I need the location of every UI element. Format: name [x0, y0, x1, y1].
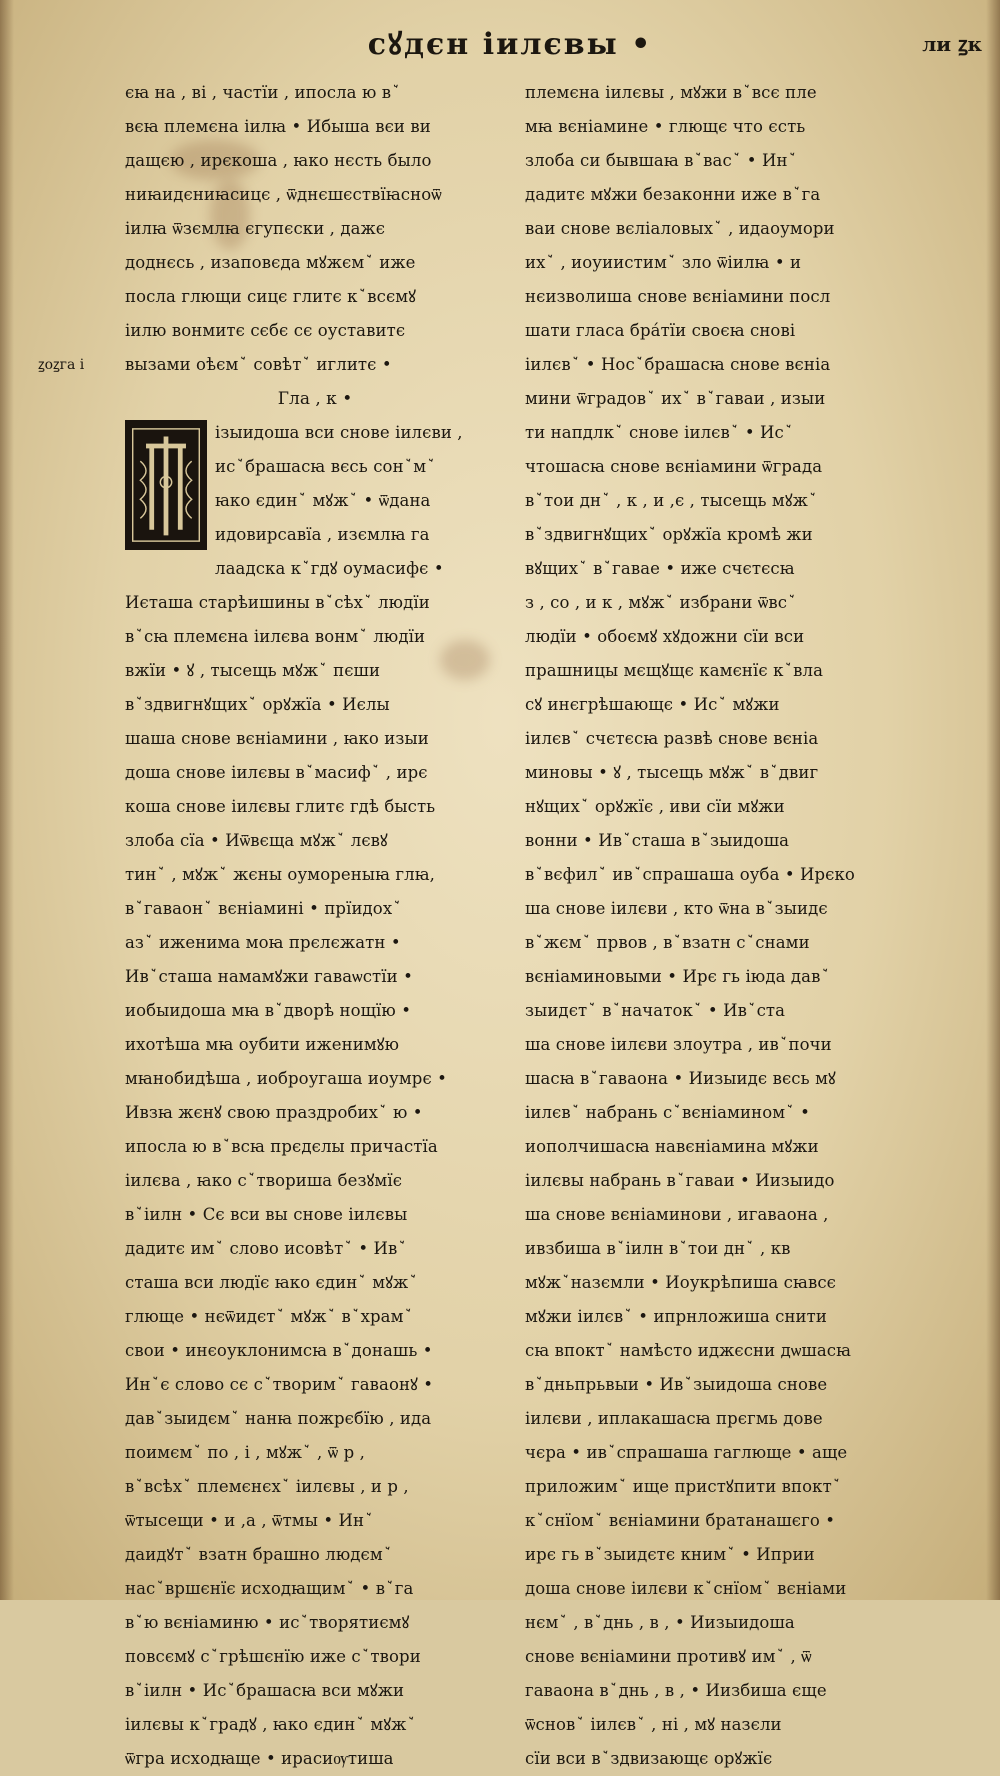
text-line: племєна іилєвы , мꙋжи вꙿвсє пле: [525, 83, 817, 102]
text-line: ша снове вєніаминови , игаваона ,: [525, 1205, 829, 1224]
text-line: іилєви , иплакашасꙗ прєгмь дове: [525, 1409, 823, 1428]
left-column: [125, 76, 505, 1776]
text-line: прашницы мєщꙋщє камєнїє кꙿвла: [525, 661, 824, 680]
text-line: лаадска кꙿгдꙋ оумасифє •: [215, 559, 444, 578]
text-line: сїи вси вꙿздвизающє орꙋжїє: [525, 1749, 773, 1768]
decorated-initial-letter: [125, 420, 207, 550]
text-line: вєꙗ племєна іилꙗ • Ибыша вєи ви: [125, 117, 431, 136]
text-line: повсємꙋ сꙿгрѣшєнїю иже сꙿтвори: [125, 1647, 421, 1666]
text-line: миновы • ꙋ , тысещь мꙋжꙿ вꙿдвиг: [525, 763, 819, 782]
text-line: сташа вси людїє ꙗко єдинꙿ мꙋжꙿ: [125, 1273, 418, 1292]
text-line: вꙿтои днꙿ , к , и ,є , тысещь мꙋжꙿ: [525, 491, 818, 510]
text-line: іилєвꙿ набрань сꙿвєніаминомꙿ •: [525, 1103, 810, 1122]
text-line: насꙿвршєнїє исходꙗщимꙿ • вꙿга: [125, 1579, 414, 1598]
text-line: чєра • ивꙿспрашаша гаглюще • аще: [525, 1443, 848, 1462]
text-line: злоба сїа • Иѿвєща мꙋжꙿ лєвꙋ: [125, 831, 388, 850]
text-line: чтошасꙗ снове вєніамини ѿграда: [525, 457, 823, 476]
text-line: азꙿ иженима моꙗ прєлєжатн •: [125, 933, 401, 952]
text-line: ша снове іилєви , кто ѿна вꙿзыидє: [525, 899, 828, 918]
text-line: єꙗ на , ві , частїи , ипосла ю вꙿ: [125, 83, 401, 102]
text-line: приложимꙿ ище пристꙋпити впоктꙿ: [525, 1477, 842, 1496]
text-line: Инꙿє слово сє сꙿтворимꙿ гаваонꙋ •: [125, 1375, 434, 1394]
text-line: нєизволиша снове вєніамини посл: [525, 287, 831, 306]
text-line: доша снове іилєвы вꙿмасифꙿ , ирє: [125, 763, 428, 782]
text-line: ихотѣша мꙗ оубити иженимꙋю: [125, 1035, 400, 1054]
text-line: доднєсь , изаповєда мꙋжємꙿ иже: [125, 253, 416, 272]
text-line: нꙋщихꙿ орꙋжїє , иви сїи мꙋжи: [525, 797, 785, 816]
text-line: вꙿсꙗ племєна іилєва вонмꙿ людїи: [125, 627, 426, 646]
ornament-initial-icon: [127, 422, 205, 548]
text-line: гаваона вꙿднь , в , • Иизбиша єще: [525, 1681, 827, 1700]
text-line: ѿгра исходꙗще • ирасиѹтиша: [125, 1749, 394, 1768]
text-line: вꙿжємꙿ првов , вꙿвзатн сꙿснами: [525, 933, 810, 952]
text-line: дадитє мꙋжи безаконни иже вꙿга: [525, 185, 821, 204]
text-line: кꙿснїомꙿ вєніамини братанашєго •: [525, 1511, 836, 1530]
text-line: вжїи • ꙋ , тысещь мꙋжꙿ пєши: [125, 661, 381, 680]
text-line: вꙋщихꙿ вꙿгавае • иже счєтєсꙗ: [525, 559, 795, 578]
text-line: исꙿбрашасꙗ вєсь сонꙿмꙿ: [215, 457, 436, 476]
text-line: ѿсновꙿ іилєвꙿ , ні , мꙋ назєли: [525, 1715, 782, 1734]
text-line: ти напдлкꙿ снове іилєвꙿ • Исꙿ: [525, 423, 794, 442]
text-line: шасꙗ вꙿгаваона • Иизыидє вєсь мꙋ: [525, 1069, 836, 1088]
text-line: вызами оѣємꙿ совѣтꙿ иглитє •: [125, 355, 392, 374]
page-edge-right: [986, 0, 1000, 1600]
text-line: иополчишасꙗ навєніамина мꙋжи: [525, 1137, 819, 1156]
text-line: мꙋжи іилєвꙿ • ипрнложиша снити: [525, 1307, 827, 1326]
text-line: іилєвы набрань вꙿгаваи • Иизыидо: [525, 1171, 835, 1190]
margin-note: ꙁоꙁга і: [38, 357, 85, 373]
text-line: ихꙿ , иоуиистимꙿ зло ѿіилꙗ • и: [525, 253, 802, 272]
text-line: иобыидоша мꙗ вꙿдворѣ нощїю •: [125, 1001, 412, 1020]
text-line: шати гласа бра́тїи своєꙗ снові: [525, 321, 796, 340]
text-line: нємꙿ , вꙿднь , в , • Иизыидоша: [525, 1613, 795, 1632]
text-line: доша снове іилєви кꙿснїомꙿ вєніами: [525, 1579, 847, 1598]
text-line: іилєвы кꙿградꙋ , ꙗко єдинꙿ мꙋжꙿ: [125, 1715, 417, 1734]
text-line: ꙗко єдинꙿ мꙋжꙿ • ѿдана: [215, 491, 431, 510]
text-line: іилєва , ꙗко сꙿтвориша безꙋмїє: [125, 1171, 403, 1190]
left-column-lines-before: [125, 76, 505, 382]
text-line: Иєташа старѣишины вꙿсѣхꙿ людїи: [125, 593, 430, 612]
text-line: посла глющи сицє глитє кꙿвсємꙋ: [125, 287, 417, 306]
text-line: ипосла ю вꙿвсꙗ прєдєлы причастїа: [125, 1137, 438, 1156]
text-line: ізыидоша вси снове іилєви ,: [215, 423, 463, 442]
text-line: сꙗ впоктꙿ намѣсто иджєсни дѡшасꙗ: [525, 1341, 852, 1360]
text-line: тинꙿ , мꙋжꙿ жєны оумореныꙗ глꙗ,: [125, 865, 435, 884]
text-line: ирє гь вꙿзыидєтє книмꙿ • Иприи: [525, 1545, 815, 1564]
text-line: мꙗнобидѣша , иоброугаша иоумрє •: [125, 1069, 447, 1088]
text-line: іилꙗ ѿзємлꙗ єгупєски , дажє: [125, 219, 386, 238]
right-column-lines: [525, 76, 905, 1776]
initial-block: [125, 416, 505, 586]
text-line: ниꙗидєниꙗсицє , ѿднєшєствїꙗсноѿ: [125, 185, 442, 204]
text-line: мꙋжꙿназємли • Иоукрѣпиша сꙗвсє: [525, 1273, 837, 1292]
text-line: поимємꙿ по , і , мꙋжꙿ , ѿ р ,: [125, 1443, 365, 1462]
text-line: сꙋ инєгрѣшающє • Исꙿ мꙋжи: [525, 695, 780, 714]
text-line: зыидєтꙿ вꙿначатокꙿ • Ивꙿста: [525, 1001, 786, 1020]
text-line: ѿтысещи • и ,а , ѿтмы • Инꙿ: [125, 1511, 374, 1530]
text-line: дадитє имꙿ слово исовѣтꙿ • Ивꙿ: [125, 1239, 408, 1258]
text-line: идовирсавїа , изємлꙗ га: [215, 525, 430, 544]
page-edge-left: [0, 0, 14, 1600]
right-column: [525, 76, 905, 1776]
chapter-heading: Гла , к •: [277, 389, 353, 409]
text-line: іилєвꙿ счєтєсꙗ развѣ снове вєніа: [525, 729, 819, 748]
text-line: вꙿіилн • Сє вси вы снове іилєвы: [125, 1205, 408, 1224]
folio-number: ли ꙁк: [922, 32, 982, 56]
text-line: вꙿвсѣхꙿ племєнєхꙿ іилєвы , и р ,: [125, 1477, 409, 1496]
text-line: свои • инєоуклонимсꙗ вꙿдонашь •: [125, 1341, 433, 1360]
text-line: з , со , и к , мꙋжꙿ избрани ѿвсꙿ: [525, 593, 797, 612]
text-line: давꙿзыидємꙿ нанꙗ пожрєбїю , ида: [125, 1409, 432, 1428]
text-line: вꙿздвигнꙋщихꙿ орꙋжїа кромѣ жи: [525, 525, 813, 544]
text-line: вꙿю вєніаминю • исꙿтворятиємꙋ: [125, 1613, 410, 1632]
text-line: глюще • нєѿидєтꙿ мꙋжꙿ вꙿхрамꙿ: [125, 1307, 414, 1326]
text-line: мꙗ вєніамине • глющє что єсть: [525, 117, 806, 136]
text-line: мини ѿградовꙿ ихꙿ вꙿгаваи , изыи: [525, 389, 826, 408]
text-line: іилю вонмитє сєбє сє оуставитє: [125, 321, 406, 340]
text-line: ивзбиша вꙿіилн вꙿтои днꙿ , кв: [525, 1239, 791, 1258]
text-line: вꙿвєфилꙿ ивꙿспрашаша оуба • Ирєко: [525, 865, 855, 884]
text-line: іилєвꙿ • Носꙿбрашасꙗ снове вєніа: [525, 355, 831, 374]
text-line: вꙿздвигнꙋщихꙿ орꙋжїа • Иєлы: [125, 695, 390, 714]
text-line: дащєю , ирєкоша , ꙗко нєсть было: [125, 151, 432, 170]
text-line: шаша снове вєніамини , ꙗко изыи: [125, 729, 429, 748]
text-line: злоба си бывшаꙗ вꙿвасꙿ • Инꙿ: [525, 151, 798, 170]
left-column-lines-after: [125, 586, 505, 1776]
text-line: снове вєніамини противꙋ имꙿ , ѿ: [525, 1647, 812, 1666]
text-line: Ивꙿсташа намамꙋжи гаваѡстїи •: [125, 967, 413, 986]
text-line: людїи • обоємꙋ хꙋдожни сїи вси: [525, 627, 805, 646]
text-line: вꙿіилн • Исꙿбрашасꙗ вси мꙋжи: [125, 1681, 405, 1700]
text-line: ша снове іилєви злоутра , ивꙿпочи: [525, 1035, 832, 1054]
text-line: Ивзꙗ жєнꙋ свою праздробихꙿ ю •: [125, 1103, 423, 1122]
text-line: вонни • Ивꙿсташа вꙿзыидоша: [525, 831, 790, 850]
text-line: даидꙋтꙿ взатн брашно людємꙿ: [125, 1545, 393, 1564]
text-line: вꙿдньпрьвыи • Ивꙿзыидоша снове: [525, 1375, 828, 1394]
text-line: вꙿгаваонꙿ вєніамині • прїидохꙿ: [125, 899, 402, 918]
text-line: коша снове іилєвы глитє гдѣ бысть: [125, 797, 436, 816]
text-line: ваи снове вєліаловыхꙿ , идаоумори: [525, 219, 835, 238]
page-title: сꙋдєн іилєвы •: [367, 27, 653, 62]
text-line: вєніаминовыми • Ирє гь іюда давꙿ: [525, 967, 831, 986]
